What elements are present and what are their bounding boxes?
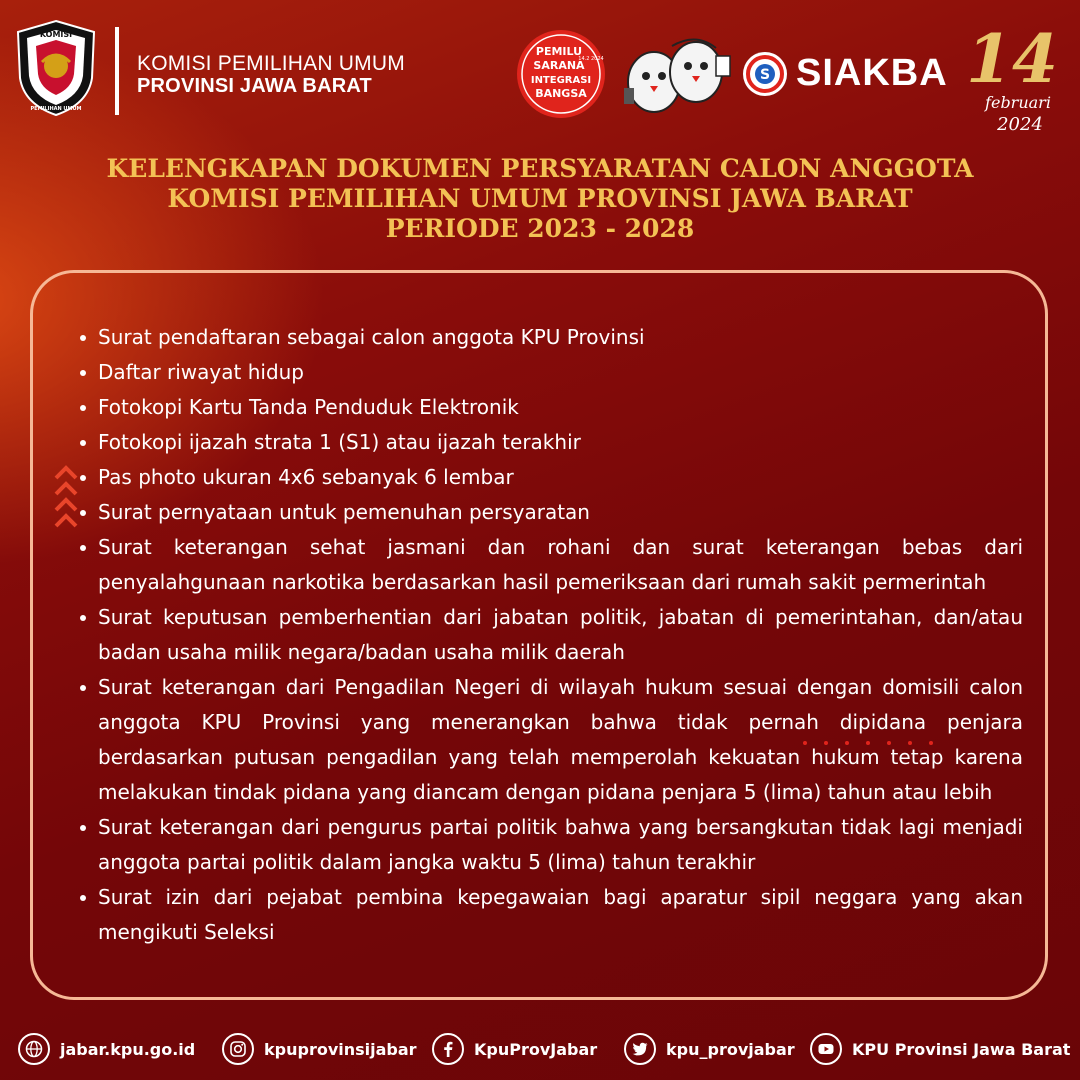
svg-text:S: S [759,67,771,83]
logo-text-bottom: PEMILIHAN UMUM [30,106,82,112]
footer-instagram[interactable] [222,1032,417,1066]
pemilu-badge [515,28,607,120]
list-item: Surat pernyataan untuk pemenuhan persyaratan [75,495,1023,530]
org-line-1: KOMISI PEMILIHAN UMUM [137,52,405,75]
twitter-icon [624,1033,656,1065]
svg-text:INTEGRASI: INTEGRASI [530,75,592,86]
mascot-illustration [612,26,736,122]
title-line-2: KOMISI PEMILIHAN UMUM PROVINSI JAWA BARAT [167,184,913,213]
instagram-link[interactable]: kpuprovinsijabar [264,1039,417,1059]
svg-text:februari: februari [985,93,1051,112]
footer-website[interactable] [18,1032,195,1066]
siakba-wordmark: SIAKBA [796,52,948,94]
svg-text:2024: 2024 [997,114,1043,135]
facebook-icon [432,1033,464,1065]
kpu-logo [12,18,100,118]
election-date-logo [962,14,1066,140]
list-item: Surat keterangan dari pengurus partai politik bahwa yang bersangkutan tidak lagi menjadi anggota partai politik dalam jangka waktu 5 (lima) tahun terakhir [75,810,1023,880]
list-item: Surat keputusan pemberhentian dari jabatan politik, jabatan di pemerintahan, dan/atau badan usaha milik negara/badan usaha milik daerah [75,600,1023,670]
list-item: Surat keterangan sehat jasmani dan rohani dan surat keterangan bebas dari penyalahgunaan narkotika berdasarkan hasil pemeriksaan dari rumah sakit permerintah [75,530,1023,600]
footer-twitter[interactable] [624,1032,795,1066]
instagram-icon [222,1033,254,1065]
siakba-icon [742,51,788,97]
list-item: Surat pendaftaran sebagai calon anggota KPU Provinsi [75,320,1023,355]
logo-text-top: KOMISI [39,30,73,39]
list-item: Surat keterangan dari Pengadilan Negeri di wilayah hukum sesuai dengan domisili calon anggota KPU Provinsi yang menerangkan bahwa tidak pernah dipidana penjara berdasarkan putusan pengadilan yang telah memperolah kekuatan hukum tetap karena melakukan tindak pidana yang diancam dengan pidana penjara 5 (lima) tahun atau lebih [75,670,1023,810]
list-item: Daftar riwayat hidup [75,355,1023,390]
svg-text:BANGSA: BANGSA [535,87,587,100]
svg-text:14.2 2024: 14.2 2024 [578,56,604,62]
svg-text:PEMILU: PEMILU [535,45,583,58]
list-item: Pas photo ukuran 4x6 sebanyak 6 lembar [75,460,1023,495]
facebook-link[interactable]: KpuProvJabar [474,1039,598,1059]
list-item: Fotokopi ijazah strata 1 (S1) atau ijazah terakhir [75,425,1023,460]
youtube-link[interactable]: KPU Provinsi Jawa Barat [852,1039,1071,1059]
footer-facebook[interactable] [432,1032,597,1066]
globe-icon [18,1033,50,1065]
page-title [0,154,1080,244]
organization-name [137,52,405,98]
twitter-link[interactable]: kpu_provjabar [666,1039,795,1059]
footer-youtube[interactable] [810,1032,1070,1066]
footer [0,1024,1080,1074]
requirements-list [75,320,1023,950]
org-line-2: PROVINSI JAWA BARAT [137,75,372,97]
list-item: Fotokopi Kartu Tanda Penduduk Elektronik [75,390,1023,425]
title-line-1: KELENGKAPAN DOKUMEN PERSYARATAN CALON ANGGOTA [106,154,974,183]
header-divider [115,27,119,115]
header [0,0,1080,140]
title-line-3: PERIODE 2023 - 2028 [385,214,695,243]
svg-text:SARANA: SARANA [533,59,585,72]
website-link[interactable]: jabar.kpu.go.id [60,1039,196,1059]
svg-text:14: 14 [966,20,1058,98]
youtube-icon [810,1033,842,1065]
list-item: Surat izin dari pejabat pembina kepegawaian bagi aparatur sipil neggara yang akan mengikuti Seleksi [75,880,1023,950]
